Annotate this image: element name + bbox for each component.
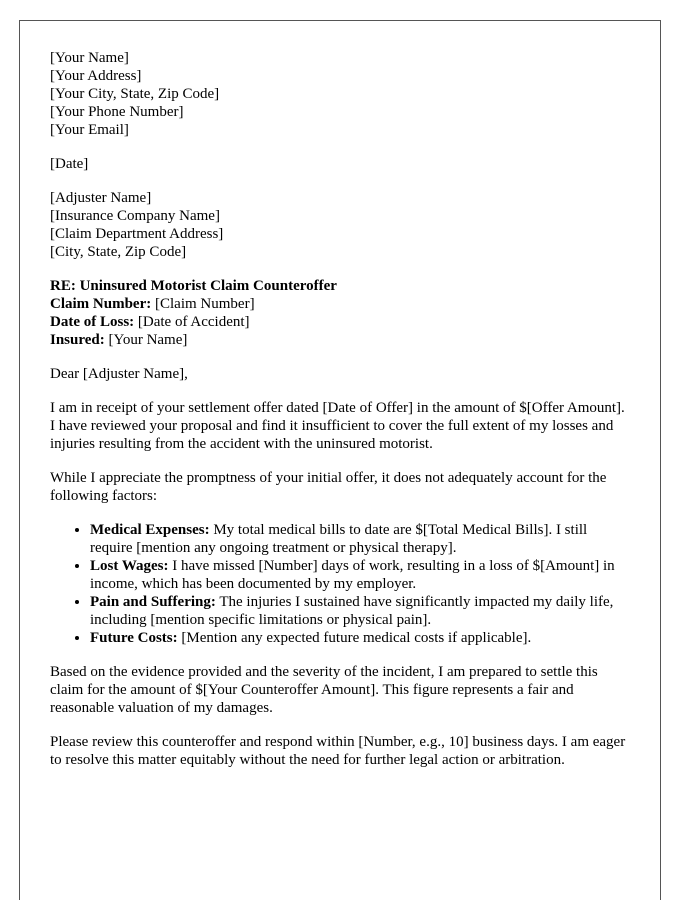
date-of-loss-value: [Date of Accident] [134,314,250,330]
factor-label: Lost Wages: [90,558,169,574]
insured-value: [Your Name] [104,332,188,348]
paragraph-offer-received: I am in receipt of your settlement offer dated [Date of Offer] in the amount of $[Offer Amount]. I have reviewed your proposal and find it insufficient to cover the full extent of my losses and injuries resulting from the accident with the uninsured motorist. [50,400,625,452]
recipient-name: [Adjuster Name] [50,190,152,206]
factor-label: Medical Expenses: [90,522,210,538]
recipient-street: [Claim Department Address] [50,226,224,242]
sender-phone: [Your Phone Number] [50,104,184,120]
paragraph-factors-intro: While I appreciate the promptness of your initial offer, it does not adequately account for the following factors: [50,470,607,504]
re-subject: RE: Uninsured Motorist Claim Counteroffer [50,278,337,294]
list-item [90,557,632,593]
claim-number [50,295,632,313]
salutation: Dear [Adjuster Name], [50,366,188,382]
list-item [90,629,632,647]
recipient-company: [Insurance Company Name] [50,208,220,224]
reference-block [50,277,632,349]
letter-content [50,49,632,785]
sender-city: [Your City, State, Zip Code] [50,86,220,102]
paragraph-counteroffer: Based on the evidence provided and the severity of the incident, I am prepared to settle this claim for the amount of $[Your Counteroffer Amount]. This figure represents a fair and reasonable valuation of my damages. [50,664,598,716]
sender-email: [Your Email] [50,122,129,138]
letter-date: [Date] [50,156,89,172]
sender-street: [Your Address] [50,68,142,84]
factor-text: My total medical bills to date are $[Total Medical Bills]. I still require [mention any ongoing treatment or physical therapy]. [90,522,588,556]
list-item [90,593,632,629]
insured [50,331,632,349]
factor-text: [Mention any expected future medical costs if applicable]. [177,630,532,646]
factor-label: Pain and Suffering: [90,594,216,610]
recipient-city: [City, State, Zip Code] [50,244,187,260]
factors-list [50,521,632,647]
sender-address [50,49,632,139]
date-of-loss-label: Date of Loss: [50,314,135,330]
insured-label: Insured: [50,332,105,348]
claim-number-value: [Claim Number] [151,296,255,312]
factor-text: The injuries I sustained have significantly impacted my daily life, including [mention specific limitations or physical pain]. [90,594,614,628]
paragraph-request-response: Please review this counteroffer and respond within [Number, e.g., 10] business days. I am eager to resolve this matter equitably without the need for further legal action or arbitration. [50,734,626,768]
claim-number-label: Claim Number: [50,296,152,312]
factor-label: Future Costs: [90,630,178,646]
date-of-loss [50,313,632,331]
sender-name: [Your Name] [50,50,129,66]
letter-page [19,20,661,900]
factor-text: I have missed [Number] days of work, resulting in a loss of $[Amount] in income, which has been documented by my employer. [90,558,615,592]
recipient-address [50,189,632,261]
list-item [90,521,632,557]
